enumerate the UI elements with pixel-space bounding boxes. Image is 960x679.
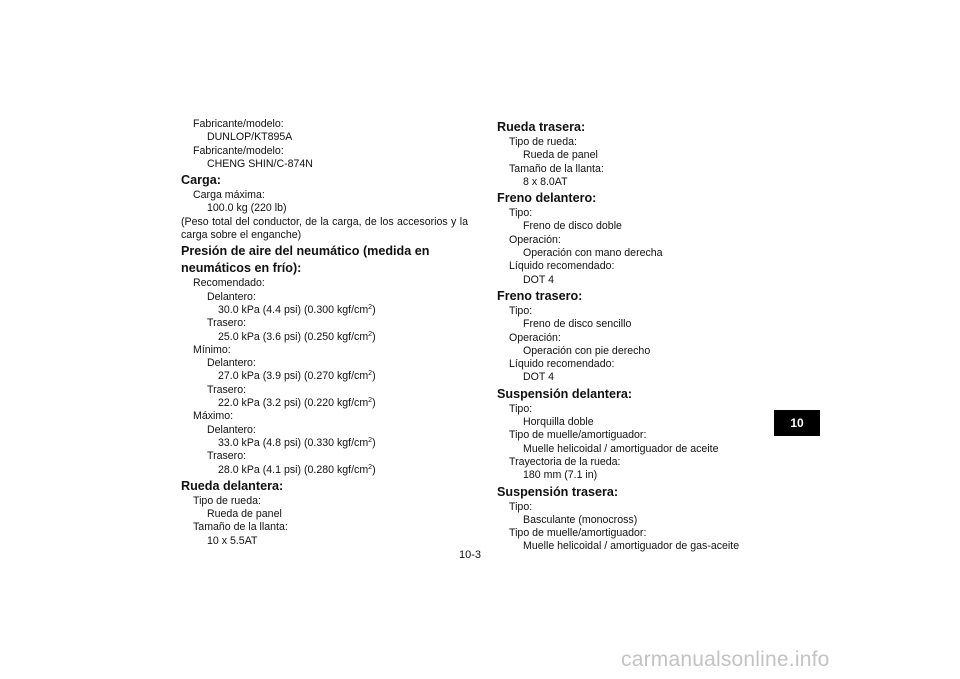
tire-maker-value-1: DUNLOP/KT895A	[207, 131, 293, 144]
front-brake-heading: Freno delantero:	[497, 191, 597, 206]
tire-pressure-heading: Presión de aire del neumático (medida en neumáticos en frío):	[181, 244, 430, 276]
front-brake-op-value: Operación con mano derecha	[523, 247, 663, 260]
min-rear-value: 22.0 kPa (3.2 psi) (0.220 kgf/$cm^2$)	[218, 397, 376, 410]
rear-brake-type-label: Tipo:	[509, 304, 533, 317]
rec-rear-label: Trasero:	[207, 317, 247, 330]
rear-suspension-heading: Suspensión trasera:	[497, 484, 619, 499]
rear-wheel-heading: Rueda trasera:	[497, 120, 586, 134]
max-rear-label: Trasero:	[207, 450, 247, 463]
minimum-label: Mínimo:	[193, 343, 231, 356]
rec-front-label: Delantero:	[207, 290, 256, 303]
tire-maker-value-2: CHENG SHIN/C-874N	[207, 157, 313, 170]
wheel-travel-label: Trayectoria de la rueda:	[509, 455, 621, 468]
front-wheel-type-label: Tipo de rueda:	[193, 494, 261, 507]
max-front-value: 33.0 kPa (4.8 psi) (0.330 kgf/$cm^2$)	[218, 436, 376, 449]
max-load-value: 100.0 kg (220 lb)	[207, 202, 287, 215]
left-column	[181, 118, 468, 548]
maximum-label: Máximo:	[193, 410, 234, 423]
max-rear-value: 28.0 kPa (4.1 psi) (0.280 kgf/$cm^2$)	[218, 463, 376, 476]
watermark: carmanualsonline.info	[621, 648, 830, 671]
front-brake-op-label: Operación:	[509, 233, 561, 246]
rear-spring-label: Tipo de muelle/amortiguador:	[509, 527, 647, 540]
rear-brake-fluid-value: DOT 4	[523, 371, 555, 384]
rear-brake-type-value: Freno de disco sencillo	[523, 318, 632, 331]
rear-rim-size-label: Tamaño de la llanta:	[509, 162, 604, 175]
rear-brake-op-value: Operación con pie derecho	[523, 344, 651, 357]
rear-wheel-type-label: Tipo de rueda:	[509, 136, 577, 148]
max-load-label: Carga máxima:	[193, 189, 265, 202]
recommended-label: Recomendado:	[193, 277, 265, 290]
front-brake-type-value: Freno de disco doble	[523, 220, 622, 233]
rear-susp-type-value: Basculante (monocross)	[523, 513, 638, 526]
load-note: (Peso total del conductor, de la carga, de los accesorios y la carga sobre el enganche)	[181, 215, 468, 242]
rear-rim-size-value: 8 x 8.0AT	[523, 175, 568, 188]
tire-maker-label-2: Fabricante/modelo:	[193, 144, 284, 157]
rear-brake-op-label: Operación:	[509, 331, 561, 344]
front-brake-fluid-label: Líquido recomendado:	[509, 260, 615, 273]
front-rim-size-label: Tamaño de la llanta:	[193, 521, 288, 534]
front-rim-size-value: 10 x 5.5AT	[207, 534, 258, 547]
front-wheel-heading: Rueda delantera:	[181, 478, 284, 493]
rear-susp-type-label: Tipo:	[509, 500, 533, 513]
front-suspension-heading: Suspensión delantera:	[497, 386, 633, 401]
max-front-label: Delantero:	[207, 423, 256, 436]
page-number: 10-3	[459, 549, 482, 561]
wheel-travel-value: 180 mm (7.1 in)	[523, 469, 598, 482]
front-spring-label: Tipo de muelle/amortiguador:	[509, 429, 647, 442]
front-brake-type-label: Tipo:	[509, 207, 533, 220]
load-heading: Carga:	[181, 173, 221, 188]
min-front-value: 27.0 kPa (3.9 psi) (0.270 kgf/$cm^2$)	[218, 370, 376, 383]
front-susp-type-value: Horquilla doble	[523, 416, 594, 429]
rec-front-value: 30.0 kPa (4.4 psi) (0.300 kgf/$cm^2$)	[218, 303, 376, 316]
right-column	[497, 118, 767, 554]
tire-maker-label-1: Fabricante/modelo:	[193, 118, 284, 130]
front-wheel-type-value: Rueda de panel	[207, 508, 282, 521]
rec-rear-value: 25.0 kPa (3.6 psi) (0.250 kgf/$cm^2$)	[218, 330, 376, 343]
min-front-label: Delantero:	[207, 357, 256, 370]
front-brake-fluid-value: DOT 4	[523, 273, 555, 286]
chapter-tab: 10	[774, 410, 820, 436]
rear-spring-value: Muelle helicoidal / amortiguador de gas-aceite	[523, 540, 740, 553]
rear-brake-fluid-label: Líquido recomendado:	[509, 358, 615, 371]
front-spring-value: Muelle helicoidal / amortiguador de aceite	[523, 442, 719, 455]
rear-brake-heading: Freno trasero:	[497, 288, 583, 303]
min-rear-label: Trasero:	[207, 383, 247, 396]
rear-wheel-type-value: Rueda de panel	[523, 149, 598, 162]
front-susp-type-label: Tipo:	[509, 402, 533, 415]
